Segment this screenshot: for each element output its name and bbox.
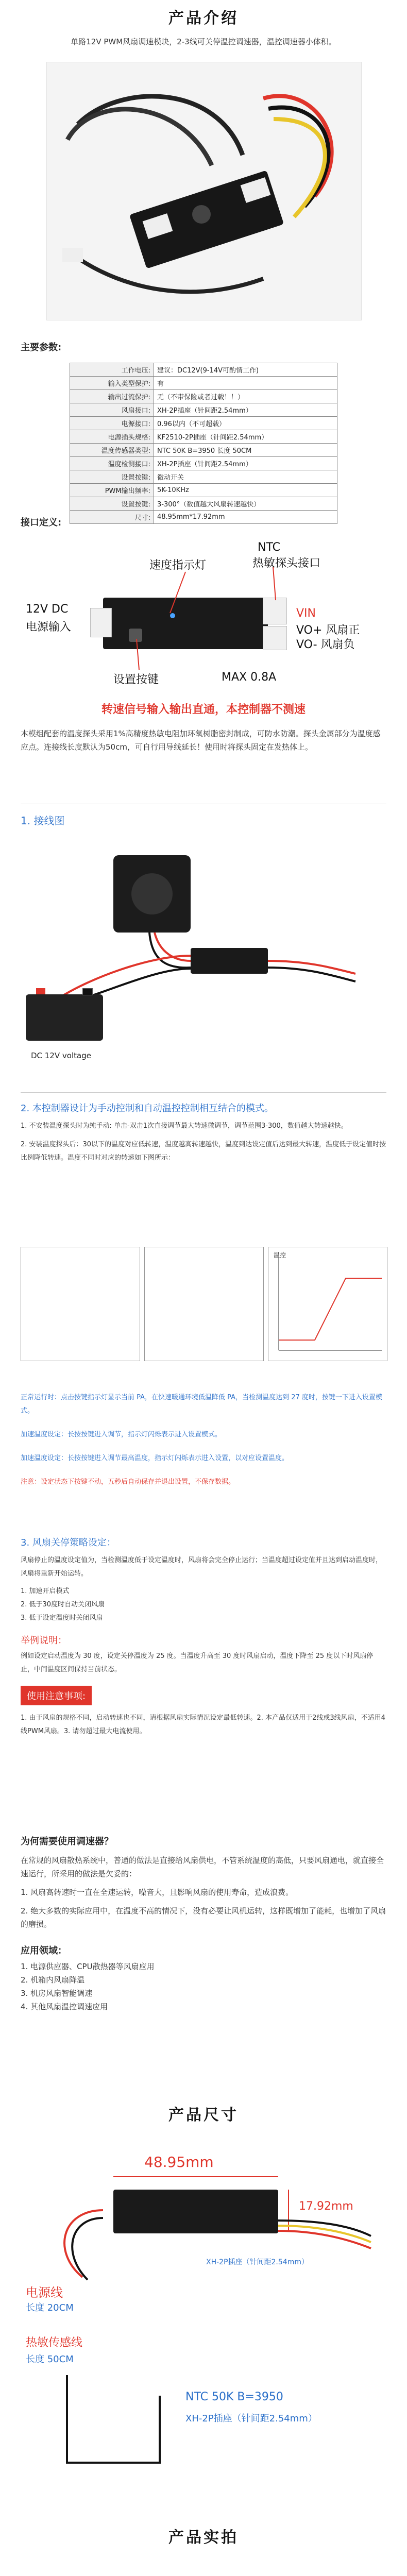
modes-p6: 注意：设定状态下按键不动，五秒后自动保存并退出设置，不保存数据。 bbox=[21, 1478, 235, 1486]
wiring-diagram bbox=[21, 845, 386, 1051]
modes-p2: 2. 安装温度探头后：30以下的温度对应低转速，温度越高转速越快，温度到达设定值后达到最大转速，温度低于设定值时按比例降低转速。温度不同时对应的转速如下图所示： bbox=[21, 1141, 386, 1162]
why-title: 为何需要使用调速器？ bbox=[21, 1836, 113, 1847]
size-diagram bbox=[21, 2154, 386, 2473]
temp-line-label: 热敏传感线 bbox=[26, 2336, 83, 2349]
params-table bbox=[70, 363, 337, 524]
example-text: 例如设定启动温度为 30 度，设定关停温度为 25 度。当温度升高至 30 度时风扇启动，温度下降至 25 度以下时风扇停止，中间温度区间保持当前状态。 bbox=[21, 1652, 374, 1673]
led-table-1 bbox=[21, 1247, 140, 1361]
modes-figure bbox=[21, 1247, 386, 1376]
height-dim: 17.92mm bbox=[299, 2200, 353, 2213]
app-title: 应用领域： bbox=[21, 1945, 67, 1956]
app-3: 3. 机房风扇智能调速 bbox=[21, 1989, 93, 1998]
why-section bbox=[0, 1834, 407, 2013]
vo-minus-label: VO- 风扇负 bbox=[296, 638, 355, 651]
params-key: 设置按键: bbox=[70, 470, 154, 484]
max-current-label: MAX 0.8A bbox=[222, 671, 277, 684]
temp-curve bbox=[268, 1247, 387, 1361]
hero-product-image bbox=[46, 62, 362, 320]
params-key: 电源接口: bbox=[70, 417, 154, 430]
why-p3: 2. 绝大多数的实际应用中，在温度不高的情况下，没有必要让风机运转，这样既增加了能耗，也增加了风扇的磨损。 bbox=[21, 1906, 386, 1929]
params-key: 输出过流保护: bbox=[70, 390, 154, 403]
fan-mode-section bbox=[0, 1535, 407, 1738]
params-value: 微动开关 bbox=[154, 470, 337, 484]
battery-label: DC 12V voltage bbox=[31, 1051, 91, 1060]
params-value: 有 bbox=[154, 377, 337, 390]
params-row bbox=[70, 430, 337, 444]
fan-mode-title: 3. 风扇关停策略设定： bbox=[21, 1537, 116, 1548]
params-row bbox=[70, 457, 337, 470]
modes-p3: 正常运行时：点击按键指示灯显示当前 PA，在快速暖通环境低温降低 PA，当检测温度达到 27 度时，按键一下进入设置模式。 bbox=[21, 1394, 382, 1415]
note-text: 1. 由于风扇的规格不同，启动转速也不同，请根据风扇实际情况设定最低转速。2. 本产品仅适用于2线或3线风扇，不适用4线PWM风扇。3. 请勿超过最大电流使用。 bbox=[21, 1714, 385, 1735]
intro-section bbox=[0, 5, 407, 48]
params-key: 风扇接口: bbox=[70, 403, 154, 417]
params-value: NTC 50K B=3950 长度 50CM bbox=[154, 444, 337, 457]
intro-title: 产品介绍 bbox=[168, 9, 239, 27]
example-title: 举例说明： bbox=[21, 1635, 67, 1646]
params-value: 无（不带保险或者过载！！） bbox=[154, 390, 337, 403]
why-p2: 1. 风扇高转速时一直在全速运转，噪音大，且影响风扇的使用寿命，造成浪费。 bbox=[21, 1888, 294, 1897]
app-2: 2. 机箱内风扇降温 bbox=[21, 1975, 85, 1985]
params-key: 设置按键: bbox=[70, 497, 154, 511]
params-key: 温度传感器类型: bbox=[70, 444, 154, 457]
battery-image bbox=[26, 994, 103, 1041]
led-table-2 bbox=[144, 1247, 264, 1361]
ntc-spec: NTC 50K B=3950 bbox=[185, 2391, 283, 2403]
params-row bbox=[70, 497, 337, 511]
warning-text: 转速信号输入输出直通，本控制器不测速 bbox=[101, 703, 306, 716]
iface-diagram bbox=[15, 536, 392, 690]
params-key: 输入类型保护: bbox=[70, 377, 154, 390]
params-row bbox=[70, 390, 337, 403]
app-1: 1. 电源供应器、CPU散热器等风扇应用 bbox=[21, 1962, 155, 1971]
params-key: PWM输出频率: bbox=[70, 484, 154, 497]
iface-desc: 本模组配套的温度探头采用1%高精度热敏电阻加环氧树脂密封制成，可防水防潮。探头金属部分为温度感应点。连接线长度默认为50cm，可自行用导线延长！使用时将探头固定在发热体上。 bbox=[21, 729, 381, 752]
size-board bbox=[113, 2190, 278, 2233]
iface-section bbox=[0, 515, 407, 529]
params-value: XH-2P插座（针间距2.54mm） bbox=[154, 457, 337, 470]
params-key: 工作电压: bbox=[70, 363, 154, 377]
modes-title: 2. 本控制器设计为手动控制和自动温控控制相互结合的模式。 bbox=[21, 1103, 274, 1114]
temp-curve-chart bbox=[268, 1247, 387, 1361]
ntc-port-spec: XH-2P插座（针间距2.54mm） bbox=[185, 2413, 317, 2424]
iface-notes bbox=[0, 701, 407, 754]
params-row bbox=[70, 417, 337, 430]
modes-p5: 加速温度设定：长按按键进入调节最高温度，指示灯闪烁表示进入设置，以对应设置温度。 bbox=[21, 1454, 289, 1462]
button-label: 设置按键 bbox=[113, 673, 159, 686]
iface-title: 接口定义: bbox=[21, 517, 62, 528]
params-value: 3-300°（数值越大风扇转速越快） bbox=[154, 497, 337, 511]
power-label: 12V DC bbox=[26, 603, 69, 616]
fan-mode-step-2: 2. 低于30度时自动关闭风扇 bbox=[21, 1601, 105, 1608]
params-row bbox=[70, 470, 337, 484]
params-value: KF2510-2P插座（针间距2.54mm） bbox=[154, 430, 337, 444]
params-row bbox=[70, 444, 337, 457]
hero-illustration bbox=[47, 62, 361, 320]
params-value: XH-2P插座（针间距2.54mm） bbox=[154, 403, 337, 417]
fan-port-spec: XH-2P插座（针间距2.54mm） bbox=[206, 2258, 309, 2266]
modes-notes bbox=[0, 1391, 407, 1489]
params-value: 48.95mm*17.92mm bbox=[154, 511, 337, 524]
params-value: 建议：DC12V(9-14V可酌情工作) bbox=[154, 363, 337, 377]
modes-p1: 1. 不安装温度探头时为纯手动: 单击-双击1次直接调节最大转速微调节，调节范围3-300，数值越大转速越快。 bbox=[21, 1122, 348, 1130]
vin-label: VIN bbox=[296, 607, 316, 620]
vo-plus-label: VO+ 风扇正 bbox=[296, 624, 360, 637]
params-title: 主要参数: bbox=[21, 342, 62, 353]
params-key: 电源插头规格: bbox=[70, 430, 154, 444]
fan-mode-step-1: 1. 加速开启模式 bbox=[21, 1587, 70, 1595]
intro-text: 单路12V PWM风扇调速模块，2-3线可关停温控调速器，温控调速器小体积。 bbox=[71, 37, 336, 46]
params-row bbox=[70, 484, 337, 497]
params-row bbox=[70, 403, 337, 417]
modes-section bbox=[0, 1092, 407, 1165]
power-line-length: 长度 20CM bbox=[26, 2302, 74, 2313]
power-input-label: 电源输入 bbox=[26, 621, 72, 634]
why-p1: 在常规的风扇散热系统中，普通的做法是直接给风扇供电，不管系统温度的高低，只要风扇通电，就直接全速运行，所采用的做法是欠妥的： bbox=[21, 1856, 384, 1878]
size-title: 产品尺寸 bbox=[168, 2106, 239, 2124]
params-value: 5K-10KHz bbox=[154, 484, 337, 497]
temp-chart-title: 温控 bbox=[274, 1251, 286, 1259]
note-title: 使用注意事项: bbox=[21, 1686, 92, 1705]
temp-line-length: 长度 50CM bbox=[26, 2354, 74, 2365]
fan-mode-text: 风扇停止的温度设定值为，当检测温度低于设定温度时，风扇将会完全停止运行；当温度超过设定值并且达到启动温度时，风扇将重新开始运转。 bbox=[21, 1556, 383, 1578]
photos-title: 产品实拍 bbox=[168, 2529, 239, 2547]
params-row bbox=[70, 363, 337, 377]
modes-p4: 加速温度设定：长按按键进入调节，指示灯闪烁表示进入设置模式。 bbox=[21, 1431, 222, 1438]
ntc-port-label: 热敏探头接口 bbox=[252, 557, 321, 570]
power-line-label: 电源线 bbox=[26, 2285, 63, 2300]
params-value: 0.96以内（不可超载） bbox=[154, 417, 337, 430]
size-section bbox=[0, 2102, 407, 2125]
app-4: 4. 其他风扇温控调速应用 bbox=[21, 2002, 108, 2011]
wiring-section bbox=[0, 804, 407, 827]
width-dim: 48.95mm bbox=[144, 2154, 214, 2171]
params-row bbox=[70, 377, 337, 390]
params-key: 温度检测接口: bbox=[70, 457, 154, 470]
params-section bbox=[0, 340, 407, 524]
fan-mode-step-3: 3. 低于设定温度时关闭风扇 bbox=[21, 1614, 103, 1622]
ntc-label: NTC bbox=[258, 541, 280, 554]
wiring-title: 1. 接线图 bbox=[21, 815, 65, 827]
led-label: 速度指示灯 bbox=[149, 559, 207, 572]
params-key: 尺寸: bbox=[70, 511, 154, 524]
photos-section bbox=[0, 2524, 407, 2547]
